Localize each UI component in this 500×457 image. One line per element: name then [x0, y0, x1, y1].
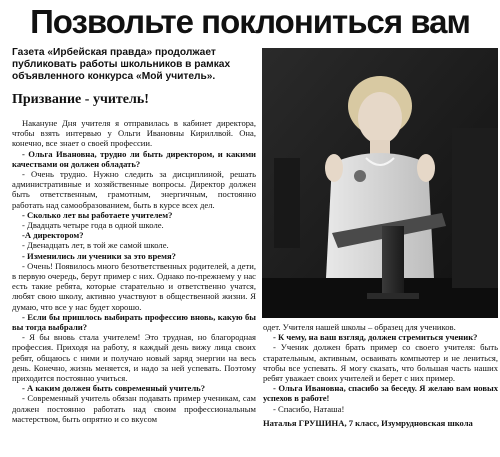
answer: - Двенадцать лет, в той же самой школе. — [22, 240, 169, 251]
answer: - Двадцать четыре года в одной школе. — [22, 220, 164, 231]
question: - Ольга Ивановна, трудно ли быть директором, и какими качествами он должен обладать? — [12, 148, 256, 169]
paragraph: Накануне Дня учителя я отправилась в кабинет директора, чтобы взять интервью у Ольги Ивановны Кириллвой. Она, конечно, все знает о своей профессии. — [12, 118, 256, 149]
answer: - Современный учитель обязан подавать пример ученикам, сам должен постоянно работать над своим профессиональным мастерством, быть опрятно и со вкусом — [12, 393, 256, 424]
question: - К чему, на ваш взгляд, должен стремиться ученик? — [273, 332, 478, 343]
answer-continued: одет. Учителя нашей школы – образец для учеников. — [263, 322, 456, 332]
answer: - Ученик должен брать пример со своего учителя: быть старательным, активным, осваивать компьютер и не лениться, чтобы все успевать. Я могу сказать, что большая часть наших ребят уважает своих учителей и берет с них пример. — [263, 342, 498, 384]
question: - Если бы пришлось выбирать профессию вновь, какую бы вы тогда выбрали? — [12, 311, 256, 333]
question: - Сколько лет вы работаете учителем? — [22, 209, 173, 220]
lead-paragraph: Газета «Ирбейская правда» продолжает публиковать работы школьников в рамках объявленного конкурса «Мой учитель». — [12, 47, 231, 82]
answer: - Очень трудно. Нужно следить за дисциплиной, решать административные и хозяйственные вопросы. Директор должен быть ответственным, грамотным, энергичным, постоянно работать над самообразованием, быть в курсе всех дел. — [12, 169, 256, 210]
question: - Изменились ли ученики за это время? — [22, 250, 176, 261]
answer: - Очень! Появилось много безответственных родителей, а дети, в первую очередь, берут пример с них. Однако по-прежнему у нас есть такие ребята, которые старательно и ответственно учатся, любят свою школу, активно участвуют в общественной жизни. Я думаю, что все у нас будет хорошо. — [12, 260, 256, 312]
teacher-photo — [262, 48, 498, 318]
answer: - Спасибо, Наташа! — [273, 403, 345, 414]
subheading: Призвание - учитель! — [12, 92, 149, 107]
answer: - Я бы вновь стала учителем! Это трудная, но благородная профессия. Приходя на работу, я каждый день вижу лица своих ребят, общаюсь с ними и получаю новый заряд энергии на весь день. Конечно, жизнь меняется, и надо за ней успевать. Поэтому приходится постоянно учиться. — [12, 332, 256, 384]
question: - А каким должен быть современный учитель? — [22, 383, 205, 394]
question: - Ольга Ивановна, спасибо за беседу. Я желаю вам новых успехов в работе! — [263, 383, 498, 404]
article-column-2 — [263, 322, 498, 457]
teacher-photo-icon — [262, 48, 498, 318]
headline: Позвольте поклониться вам — [30, 3, 470, 40]
question: -А директором? — [22, 230, 84, 241]
author-signature: Наталья ГРУШИНА, 7 класс, Изумрудновская школа — [263, 417, 473, 428]
article-column-1 — [12, 118, 256, 457]
